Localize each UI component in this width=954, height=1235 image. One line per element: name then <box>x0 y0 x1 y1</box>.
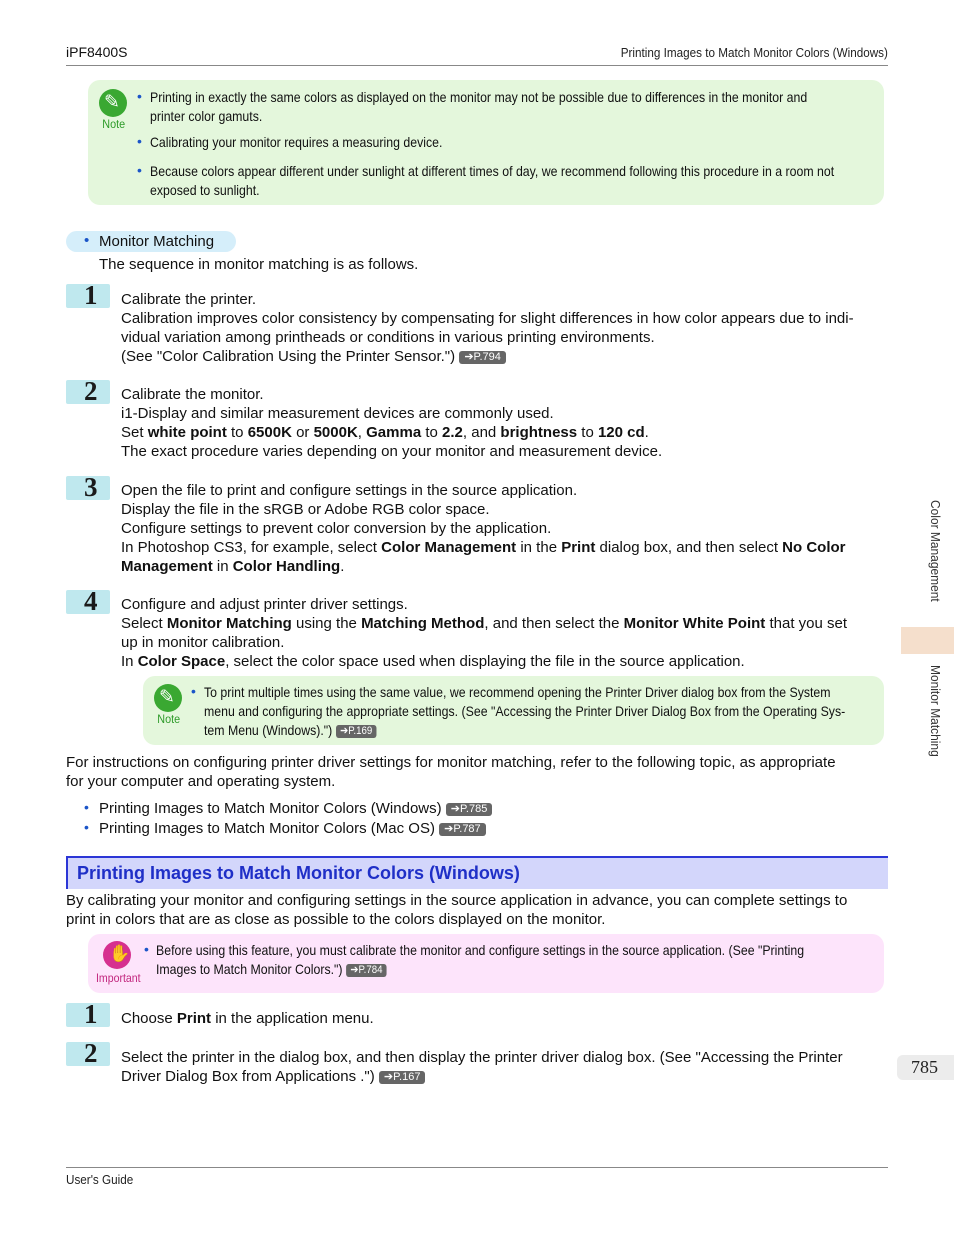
intro-text: The sequence in monitor matching is as follows. <box>99 256 419 273</box>
bullet-icon: • <box>84 799 89 815</box>
win-step-1-text: Choose Print in the application menu. <box>121 1010 374 1027</box>
page-number-tab <box>897 1055 954 1080</box>
monitor-matching-heading <box>66 231 236 252</box>
step-number-badge: 2 <box>66 380 110 404</box>
footer-guide-name: User's Guide <box>66 1172 134 1187</box>
note-item: To print multiple times using the same value, we recommend opening the Printer Driver dialog box from the System menu and configuring the appropriate settings. (See "Accessing the Printer Driver Dialog Box from the Operating Sys- tem Menu (Windows).") ➔P.169 <box>204 684 846 738</box>
step-4-text: Configure and adjust printer driver settings. Select Monitor Matching using the Matching Method, and then select the Monitor White Point that you set up in monitor calibration. In Color Space, select the color space used when displaying the file in the source application. <box>121 596 848 670</box>
note-pencil-icon <box>154 684 182 712</box>
step-number-badge: 4 <box>66 590 110 614</box>
bullet-icon: • <box>137 133 142 149</box>
note-pencil-icon <box>99 89 127 117</box>
side-index-marker <box>901 627 954 654</box>
section-title: Printing Images to Match Monitor Colors (Windows) <box>77 863 520 883</box>
side-index-subsection[interactable]: Monitor Matching <box>928 665 943 757</box>
win-step-2-text: Select the printer in the dialog box, and then display the printer driver dialog box. (See "Accessing the Printer Driver Dialog Box from Applications .") ➔P.167 <box>121 1049 843 1085</box>
page-ref-link[interactable]: ➔P.167 <box>379 1071 426 1084</box>
important-box <box>88 934 884 993</box>
note-item: Because colors appear different under sunlight at different times of day, we recommend following this procedure in a room not exposed to sunlight. <box>150 163 835 198</box>
important-label: Important <box>96 971 141 985</box>
step-2-text: Calibrate the monitor. i1-Display and similar measurement devices are commonly used. Set white point to 6500K or 5000K, Gamma to 2.2, and brightness to 120 cd. The exact procedure varies depending on your monitor and measurement device. <box>121 386 663 460</box>
bullet-icon: • <box>144 941 149 957</box>
note-label: Note <box>157 712 181 726</box>
page-ref-link[interactable]: ➔P.784 <box>346 964 387 977</box>
bullet-icon: • <box>137 88 142 104</box>
bullet-icon: • <box>137 162 142 178</box>
link-item[interactable]: Printing Images to Match Monitor Colors (Windows) ➔P.785 <box>99 799 492 818</box>
note-item: Calibrating your monitor requires a measuring device. <box>150 134 443 150</box>
instructions-text: For instructions on configuring printer driver settings for monitor matching, refer to the following topic, as appropriate for your computer and operating system. <box>66 754 836 790</box>
heading-label: Monitor Matching <box>99 233 215 250</box>
page-ref-link[interactable]: ➔P.785 <box>446 803 493 816</box>
bullet-icon: • <box>84 232 90 249</box>
step-number-badge: 1 <box>66 284 110 308</box>
note-item: Printing in exactly the same colors as displayed on the monitor may not be possible due to differences in the monitor and printer color gamuts. <box>150 89 808 124</box>
note-box <box>88 80 884 205</box>
note-box <box>143 676 884 745</box>
footer-divider <box>66 1167 888 1168</box>
step-number-badge: 3 <box>66 476 110 500</box>
page-number: 785 <box>911 1057 938 1077</box>
header-product: iPF8400S <box>66 44 128 60</box>
link-item[interactable]: Printing Images to Match Monitor Colors (Mac OS) ➔P.787 <box>99 819 486 838</box>
step-1-text: Calibrate the printer. Calibration improves color consistency by compensating for slight differences in how color appears due to indi- vidual variation among printheads or conditions in various printing environments. (See "Color Calibration Using the Printer Sensor.") ➔P.794 <box>121 291 854 365</box>
header-divider <box>66 65 888 66</box>
section-heading <box>66 856 888 889</box>
step-3-text: Open the file to print and configure settings in the source application. Display the file in the sRGB or Adobe RGB color space. Configure settings to prevent color conversion by the application. In Photoshop CS3, for example, select Color Management in the Print dialog box, and then select No Color Management in Color Handling. <box>121 482 846 575</box>
bullet-icon: • <box>191 683 196 699</box>
page-ref-link[interactable]: ➔P.787 <box>439 823 486 836</box>
bullet-icon: • <box>84 819 89 835</box>
side-index-section[interactable]: Color Management <box>928 500 943 602</box>
important-item: Before using this feature, you must calibrate the monitor and configure settings in the source application. (See "Printing Images to Match Monitor Colors.") ➔P.784 <box>156 942 805 977</box>
header-chapter-title: Printing Images to Match Monitor Colors (Windows) <box>620 45 888 60</box>
stop-hand-icon <box>103 941 131 969</box>
section-intro: By calibrating your monitor and configuring settings in the source application in advance, you can complete settings to print in colors that are as close as possible to the colors displayed on the monitor. <box>66 892 848 928</box>
page-ref-link[interactable]: ➔P.169 <box>336 725 377 738</box>
step-number-badge: 1 <box>66 1003 110 1027</box>
page-ref-link[interactable]: ➔P.794 <box>459 351 506 364</box>
note-label: Note <box>102 117 126 131</box>
step-number-badge: 2 <box>66 1042 110 1066</box>
